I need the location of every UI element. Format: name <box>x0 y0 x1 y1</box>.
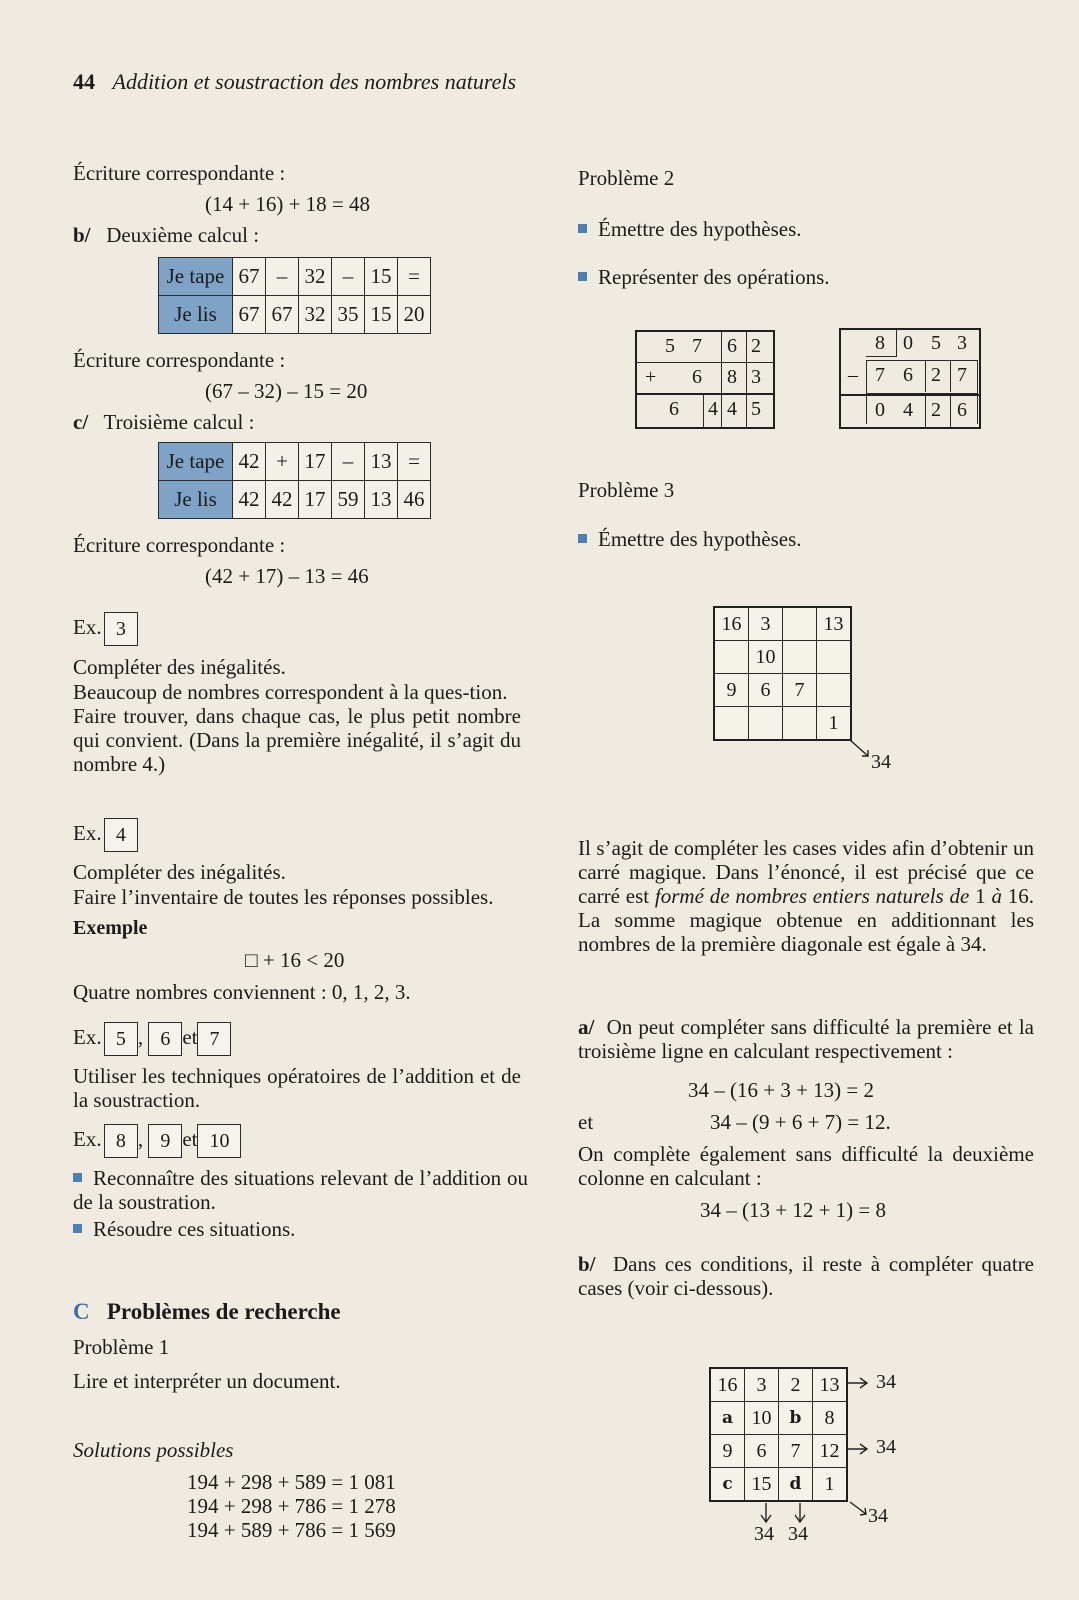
digit: 5 <box>665 335 675 357</box>
magic-cell-unknown: c <box>710 1468 745 1502</box>
et: et <box>182 1126 198 1151</box>
addition-grid <box>635 330 775 429</box>
tape-cell: 42 <box>233 443 266 481</box>
ecriture-label-3: Écriture correspondante : <box>73 533 286 557</box>
tape-cell: 15 <box>365 258 398 296</box>
bullet-text: Représenter des opérations. <box>598 265 830 289</box>
section-title: Problèmes de recherche <box>106 1299 341 1324</box>
lis-cell: 17 <box>299 481 332 519</box>
item-b-label: b/ <box>73 223 91 247</box>
a-et: et <box>578 1110 594 1134</box>
bullet-text: Reconnaître des situations relevant de l’addition ou de la soustration. <box>73 1166 528 1214</box>
digit: 0 <box>875 399 885 421</box>
lis-cell: 67 <box>266 296 299 334</box>
tape-cell: 67 <box>233 258 266 296</box>
magic-cell: 10 <box>749 641 783 674</box>
chapter-title: Addition et soustraction des nombres naturels <box>112 69 517 94</box>
item-c-text: Troisième calcul : <box>103 410 255 434</box>
exemple-label: Exemple <box>73 917 148 939</box>
lis-cell: 42 <box>266 481 299 519</box>
equation-1: (14 + 16) + 18 = 48 <box>205 192 371 216</box>
ex-prefix: Ex. <box>73 1126 102 1151</box>
item-b-text: Dans ces conditions, il reste à compléter quatre cases (voir ci-dessous). <box>578 1252 1035 1300</box>
digit: 2 <box>931 364 941 386</box>
lis-cell: 46 <box>398 481 431 519</box>
solutions-label: Solutions possibles <box>73 1438 234 1462</box>
item-a-text: On peut compléter sans difficulté la première et la troisième ligne en calculant respectivement : <box>578 1015 1035 1063</box>
lis-cell: 42 <box>233 481 266 519</box>
magic-square-letters <box>709 1367 848 1502</box>
grid-line <box>637 362 773 363</box>
magic-cell: 1 <box>817 707 852 741</box>
a-equation-3: 34 – (13 + 12 + 1) = 8 <box>700 1198 887 1222</box>
tape-cell: 17 <box>299 443 332 481</box>
square-bullet-icon <box>578 272 587 281</box>
magic-cell <box>783 641 817 674</box>
right-arrow-icon <box>846 1442 870 1456</box>
calculator-table-b <box>158 257 431 334</box>
lis-cell: 35 <box>332 296 365 334</box>
je-lis-label: Je lis <box>159 481 233 519</box>
ex3-paragraph-1: Beaucoup de nombres correspondent à la ques-tion. <box>73 680 508 704</box>
diagonal-sum: 34 <box>871 751 891 773</box>
ex567-text: Utiliser les techniques opératoires de l’addition et de la soustraction. <box>73 1064 521 1112</box>
magic-cell <box>714 707 749 741</box>
magic-cell-unknown: b <box>779 1402 813 1435</box>
magic-cell-unknown: a <box>710 1402 745 1435</box>
magic-cell-unknown: d <box>779 1468 813 1502</box>
magic-cell: 9 <box>710 1435 745 1468</box>
square-bullet-icon <box>73 1224 82 1233</box>
magic-square-partial <box>713 606 852 741</box>
ex4-instruction-2: Faire l’inventaire de toutes les réponses possibles. <box>73 885 494 909</box>
ex3-paragraph-2: Faire trouver, dans chaque cas, le plus petit nombre qui convient. (Dans la première inégalité, il s’agit du nombre 4.) <box>73 704 521 776</box>
ecriture-label-2: Écriture correspondante : <box>73 348 286 372</box>
magic-cell: 3 <box>745 1368 779 1402</box>
bullet-text: Résoudre ces situations. <box>93 1217 296 1241</box>
item-b-text: Deuxième calcul : <box>106 223 260 247</box>
magic-cell: 3 <box>749 607 783 641</box>
magic-cell <box>714 641 749 674</box>
item-b-right <box>578 1252 1034 1300</box>
magic-cell: 6 <box>749 674 783 707</box>
page-header <box>73 70 516 94</box>
ex3-instruction: Compléter des inégalités. <box>73 655 286 679</box>
comma: , <box>137 1126 144 1151</box>
magic-cell <box>783 607 817 641</box>
exercise-5-6-7-ref <box>73 1022 231 1056</box>
square-bullet-icon <box>578 534 587 543</box>
item-a-label: a/ <box>578 1015 595 1039</box>
et: et <box>182 1024 198 1049</box>
digit: 4 <box>727 398 737 420</box>
lis-cell: 13 <box>365 481 398 519</box>
down-arrow-icon <box>793 1503 807 1525</box>
exercise-number-box: 9 <box>148 1124 182 1158</box>
magic-cell: 13 <box>813 1368 848 1402</box>
magic-cell: 7 <box>783 674 817 707</box>
magic-cell: 15 <box>745 1468 779 1502</box>
magic-cell: 13 <box>817 607 852 641</box>
paragraph-text: Il s’agit de compléter les cases vides afin d’obtenir un carré magique. Dans l’énoncé, il est précisé que ce carré est <box>578 836 1034 908</box>
p2-bullet-1 <box>578 217 802 241</box>
grid-line <box>950 396 951 427</box>
digit: 6 <box>903 364 913 386</box>
digit: 2 <box>931 399 941 421</box>
lis-cell: 67 <box>233 296 266 334</box>
paragraph-text: 1 <box>975 884 986 908</box>
calculator-table-c <box>158 442 431 519</box>
digit: 4 <box>903 399 913 421</box>
column-sum: 34 <box>754 1523 774 1545</box>
magic-cell: 12 <box>813 1435 848 1468</box>
ex-prefix: Ex. <box>73 1024 102 1049</box>
exercise-number-box: 3 <box>104 612 138 646</box>
magic-cell <box>817 641 852 674</box>
tape-cell: 13 <box>365 443 398 481</box>
ex-prefix: Ex. <box>73 614 102 639</box>
item-c-label: c/ <box>73 410 89 434</box>
operator-plus: + <box>645 366 657 388</box>
bullet-text: Émettre des hypothèses. <box>598 527 802 551</box>
tape-cell: + <box>266 443 299 481</box>
subtraction-grid <box>839 328 981 429</box>
solution-line: 194 + 298 + 589 = 1 081 <box>187 1470 396 1494</box>
digit: 0 <box>903 332 913 354</box>
digit: 7 <box>875 364 885 386</box>
bullet-item-2 <box>73 1217 295 1241</box>
magic-cell: 16 <box>710 1368 745 1402</box>
probleme-3-label: Problème 3 <box>578 478 675 502</box>
section-c-heading <box>73 1300 341 1324</box>
row-sum: 34 <box>876 1371 896 1393</box>
digit: 5 <box>751 398 761 420</box>
digit: 6 <box>957 399 967 421</box>
square-bullet-icon <box>578 224 587 233</box>
ecriture-label-1: Écriture correspondante : <box>73 161 286 185</box>
digit: 7 <box>692 335 702 357</box>
magic-cell: 2 <box>779 1368 813 1402</box>
digit: 6 <box>692 366 702 388</box>
square-bullet-icon <box>73 1173 82 1182</box>
grid-line <box>925 360 926 392</box>
page-number: 44 <box>73 69 95 94</box>
lis-cell: 59 <box>332 481 365 519</box>
magic-cell: 16 <box>714 607 749 641</box>
digit: 3 <box>957 332 967 354</box>
exercise-number-box: 10 <box>197 1124 241 1158</box>
section-letter: C <box>73 1299 90 1324</box>
bullet-text: Émettre des hypothèses. <box>598 217 802 241</box>
grid-line <box>950 360 951 392</box>
a-text-2: On complète également sans difficulté la deuxième colonne en calculant : <box>578 1142 1034 1190</box>
comma: , <box>137 1024 144 1049</box>
exercise-number-box: 4 <box>104 818 138 852</box>
p3-bullet-1 <box>578 527 802 551</box>
magic-cell: 1 <box>813 1468 848 1502</box>
p2-bullet-2 <box>578 265 830 289</box>
a-equation-1: 34 – (16 + 3 + 13) = 2 <box>688 1078 875 1102</box>
magic-cell: 7 <box>779 1435 813 1468</box>
ex3-paragraph <box>73 680 521 776</box>
paragraph-text: 16. La somme magique obtenue en additionnant les nombres de la première diagonale est égale à 34. <box>578 884 1035 956</box>
digit: 3 <box>751 366 761 388</box>
equation-2: (67 – 32) – 15 = 20 <box>205 379 368 403</box>
ex-prefix: Ex. <box>73 820 102 845</box>
exercise-4-ref <box>73 818 138 852</box>
digit: 6 <box>727 335 737 357</box>
paragraph-italic: à <box>991 884 1002 908</box>
quatre-nombres: Quatre nombres conviennent : 0, 1, 2, 3. <box>73 980 411 1004</box>
magic-cell <box>783 707 817 741</box>
operator-minus: – <box>848 364 858 386</box>
ex4-instruction: Compléter des inégalités. <box>73 860 286 884</box>
lis-cell: 32 <box>299 296 332 334</box>
exercise-number-box: 7 <box>197 1022 231 1056</box>
digit: 4 <box>708 398 718 420</box>
exercise-3-ref <box>73 612 138 646</box>
diagonal-sum: 34 <box>868 1505 888 1527</box>
probleme-1-label: Problème 1 <box>73 1335 170 1359</box>
carre-magique-paragraph <box>578 836 1034 956</box>
digit: 8 <box>875 332 885 354</box>
digit: 7 <box>957 364 967 386</box>
je-lis-label: Je lis <box>159 296 233 334</box>
magic-cell: 8 <box>813 1402 848 1435</box>
bullet-item-1 <box>73 1166 528 1214</box>
magic-cell: 10 <box>745 1402 779 1435</box>
lis-cell: 15 <box>365 296 398 334</box>
tape-cell: 32 <box>299 258 332 296</box>
tape-cell: = <box>398 258 431 296</box>
exercise-number-box: 5 <box>104 1022 138 1056</box>
tape-cell: = <box>398 443 431 481</box>
item-b-label: b/ <box>578 1252 596 1276</box>
item-b <box>73 223 259 247</box>
magic-cell: 6 <box>745 1435 779 1468</box>
tape-cell: – <box>266 258 299 296</box>
column-sum: 34 <box>788 1523 808 1545</box>
probleme-2-label: Problème 2 <box>578 166 675 190</box>
solution-line: 194 + 298 + 786 = 1 278 <box>187 1494 396 1518</box>
digit: 2 <box>751 335 761 357</box>
lis-cell: 20 <box>398 296 431 334</box>
exercise-8-9-10-ref <box>73 1124 241 1158</box>
item-c <box>73 410 254 434</box>
je-tape-label: Je tape <box>159 258 233 296</box>
exercise-number-box: 8 <box>104 1124 138 1158</box>
grid-line <box>925 396 926 427</box>
digit: 5 <box>931 332 941 354</box>
right-arrow-icon <box>846 1376 870 1390</box>
row-sum: 34 <box>876 1436 896 1458</box>
item-a <box>578 1015 1034 1063</box>
tape-cell: – <box>332 443 365 481</box>
solution-line: 194 + 589 + 786 = 1 569 <box>187 1518 396 1542</box>
down-arrow-icon <box>759 1503 773 1525</box>
magic-cell <box>817 674 852 707</box>
equation-3: (42 + 17) – 13 = 46 <box>205 564 369 588</box>
magic-cell: 9 <box>714 674 749 707</box>
exercise-number-box: 6 <box>148 1022 182 1056</box>
je-tape-label: Je tape <box>159 443 233 481</box>
probleme-1-text: Lire et interpréter un document. <box>73 1369 341 1393</box>
digit: 8 <box>727 366 737 388</box>
tape-cell: – <box>332 258 365 296</box>
digit: 6 <box>669 398 679 420</box>
exemple-equation: □ + 16 < 20 <box>245 948 345 972</box>
paragraph-italic: formé de nombres entiers naturels de <box>654 884 970 908</box>
grid-line <box>637 393 773 395</box>
magic-cell <box>749 707 783 741</box>
a-equation-2: 34 – (9 + 6 + 7) = 12. <box>710 1110 891 1134</box>
grid-line <box>703 394 704 427</box>
